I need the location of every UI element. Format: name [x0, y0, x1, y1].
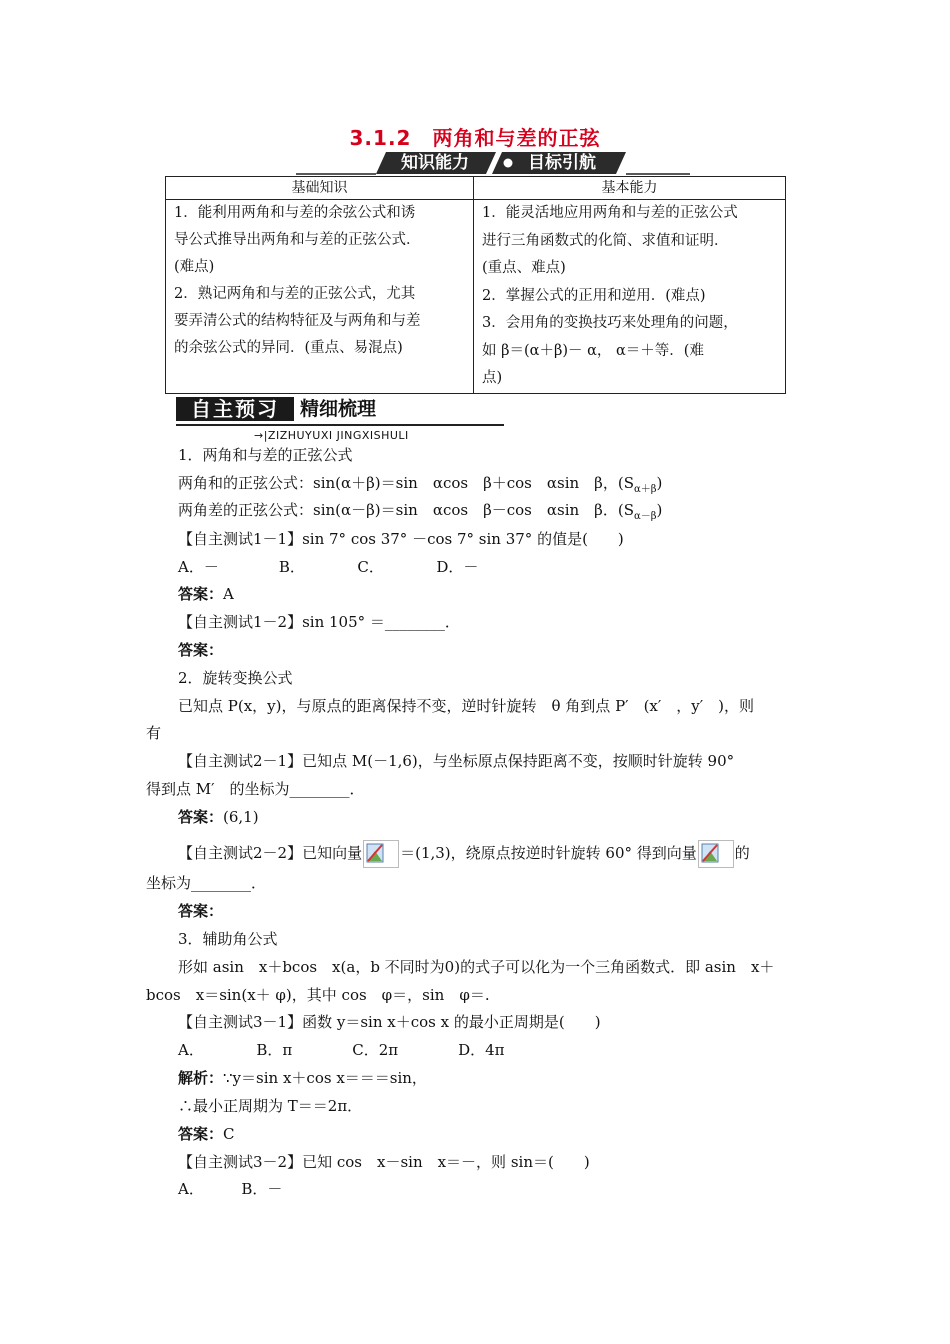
text-line	[178, 473, 662, 500]
text-line	[178, 1012, 601, 1032]
self-study-subtitle: 精细梳理	[300, 398, 377, 420]
line-text: A． B．π C．2π D．4π	[178, 1041, 505, 1059]
banner-graphic	[296, 150, 690, 178]
line-text: 【自主测试1－1】sin 7° cos 37° －cos 7° sin 37° 的值是( )	[178, 530, 624, 548]
answer-label: 答案：	[178, 1125, 224, 1143]
self-study-rule	[176, 424, 504, 426]
text-line	[178, 807, 259, 827]
text-line	[178, 1040, 505, 1060]
test-2-2-text-c: 的	[734, 844, 750, 862]
self-study-header	[176, 397, 506, 445]
knowledge-line: 1．能利用两角和与差的余弦公式和诱	[174, 205, 416, 221]
text-line	[178, 612, 460, 632]
self-study-box: 自主预习	[176, 397, 294, 421]
ability-line: (重点、难点)	[482, 260, 566, 276]
text-line	[178, 1096, 362, 1116]
text-line	[146, 779, 365, 799]
line-text: 得到点 M′ 的坐标为________．	[146, 780, 365, 798]
line-text: 已知点 P(x，y)，与原点的距离保持不变，逆时针旋转 θ 角到点 P′ (x′ ，y′ )，则	[178, 697, 755, 715]
text-line	[146, 873, 266, 893]
line-text: 【自主测试3－2】已知 cos x－sin x＝－，则 sin＝( )	[178, 1153, 590, 1171]
line-text: C	[223, 1125, 235, 1143]
text-line	[178, 668, 293, 688]
text-line	[178, 751, 734, 771]
objectives-table	[165, 176, 786, 394]
knowledge-line: 要弄清公式的结构特征及与两角和与差	[174, 313, 421, 329]
line-text: ∵y＝sin x＋cos x＝＝＝sin，	[223, 1069, 427, 1087]
answer-label: 答案：	[178, 902, 224, 920]
test-2-2-text-b: ＝(1,3)，绕原点按逆时针旋转 60° 得到向量	[400, 844, 697, 862]
section-banner	[296, 150, 690, 178]
line-text-after: )	[656, 501, 663, 519]
text-line	[178, 1152, 590, 1172]
basic-knowledge-cell	[166, 200, 474, 394]
line-text: (6,1)	[223, 808, 259, 826]
knowledge-line: 的余弦公式的异同．(重点、易混点)	[174, 340, 403, 356]
knowledge-line: (难点)	[174, 259, 215, 275]
header-basic-knowledge: 基础知识	[166, 177, 474, 200]
line-text: 两角和的正弦公式：sin(α＋β)＝sin αcos β＋cos αsin β，(S	[178, 474, 634, 492]
vector-image-icon	[698, 840, 734, 868]
line-text: A．－ B． C． D．－	[178, 558, 479, 576]
formula-subscript: α＋β	[633, 484, 657, 495]
text-line	[178, 584, 234, 604]
banner-right-label: 目标引航	[528, 153, 596, 173]
text-line	[178, 1179, 282, 1199]
text-line	[178, 445, 353, 465]
basic-ability-cell	[474, 200, 786, 394]
text-line	[178, 640, 223, 660]
text-line	[178, 957, 774, 977]
ability-line: 1．能灵活地应用两角和与差的正弦公式	[482, 205, 738, 221]
text-line	[178, 696, 754, 716]
knowledge-line: 2．熟记两角和与差的正弦公式，尤其	[174, 286, 416, 302]
line-text: 【自主测试3－1】函数 y＝sin x＋cos x 的最小正周期是( )	[178, 1013, 601, 1031]
line-text: 2．旋转变换公式	[178, 669, 293, 687]
line-text: 3．辅助角公式	[178, 930, 278, 948]
answer-label: 解析：	[178, 1069, 224, 1087]
line-text: ∴最小正周期为 T＝＝2π．	[178, 1097, 363, 1115]
line-text: 【自主测试2－1】已知点 M(－1,6)，与坐标原点保持距离不变，按顺时针旋转 90°	[178, 752, 735, 770]
text-line	[178, 500, 662, 527]
ability-line: 3．会用角的变换技巧来处理角的问题，	[482, 315, 738, 331]
test-2-2-line	[178, 840, 750, 868]
ability-line: 2．掌握公式的正用和逆用．(难点)	[482, 287, 706, 304]
answer-label: 答案：	[178, 585, 224, 603]
text-line	[178, 929, 278, 949]
text-line	[178, 1124, 235, 1144]
text-line	[146, 723, 161, 743]
header-basic-ability: 基本能力	[474, 177, 786, 200]
page-title: 3.1.2 两角和与差的正弦	[349, 126, 601, 150]
answer-label: 答案：	[178, 641, 224, 659]
line-text: 坐标为________．	[146, 874, 267, 892]
line-text: bcos x＝sin(x＋ φ)，其中 cos φ＝，sin φ＝.	[146, 986, 490, 1004]
test-2-2-text-a: 【自主测试2－2】已知向量	[178, 844, 363, 862]
text-line	[178, 1068, 427, 1088]
text-line	[178, 901, 223, 921]
line-text: 两角差的正弦公式：sin(α－β)＝sin αcos β－cos αsin β．(S	[178, 501, 634, 519]
line-text: A	[223, 585, 234, 603]
text-line	[146, 985, 490, 1005]
text-line	[178, 529, 624, 549]
line-text: 有	[146, 724, 162, 742]
line-text-after: )	[656, 474, 663, 492]
answer-label: 答案：	[178, 808, 224, 826]
text-line	[178, 557, 478, 577]
line-text: 形如 asin x＋bcos x(a，b 不同时为0)的式子可以化为一个三角函数式．即 asin x＋	[178, 958, 775, 976]
ability-line: 如 β＝(α＋β)－ α， α＝＋等．(难	[482, 342, 704, 359]
line-text: A． B．－	[178, 1180, 283, 1198]
knowledge-line: 导公式推导出两角和与差的正弦公式．	[174, 232, 421, 248]
self-study-pinyin: →|ZIZHUYUXI JINGXISHULI	[254, 429, 409, 442]
line-text: 1．两角和与差的正弦公式	[178, 446, 353, 464]
vector-image-icon	[363, 840, 399, 868]
line-text: 【自主测试1－2】sin 105° ＝________．	[178, 613, 460, 631]
banner-left-label: 知识能力	[401, 153, 469, 173]
ability-line: 点)	[482, 370, 503, 386]
ability-line: 进行三角函数式的化简、求值和证明．	[482, 232, 729, 249]
formula-subscript: α－β	[633, 511, 657, 522]
